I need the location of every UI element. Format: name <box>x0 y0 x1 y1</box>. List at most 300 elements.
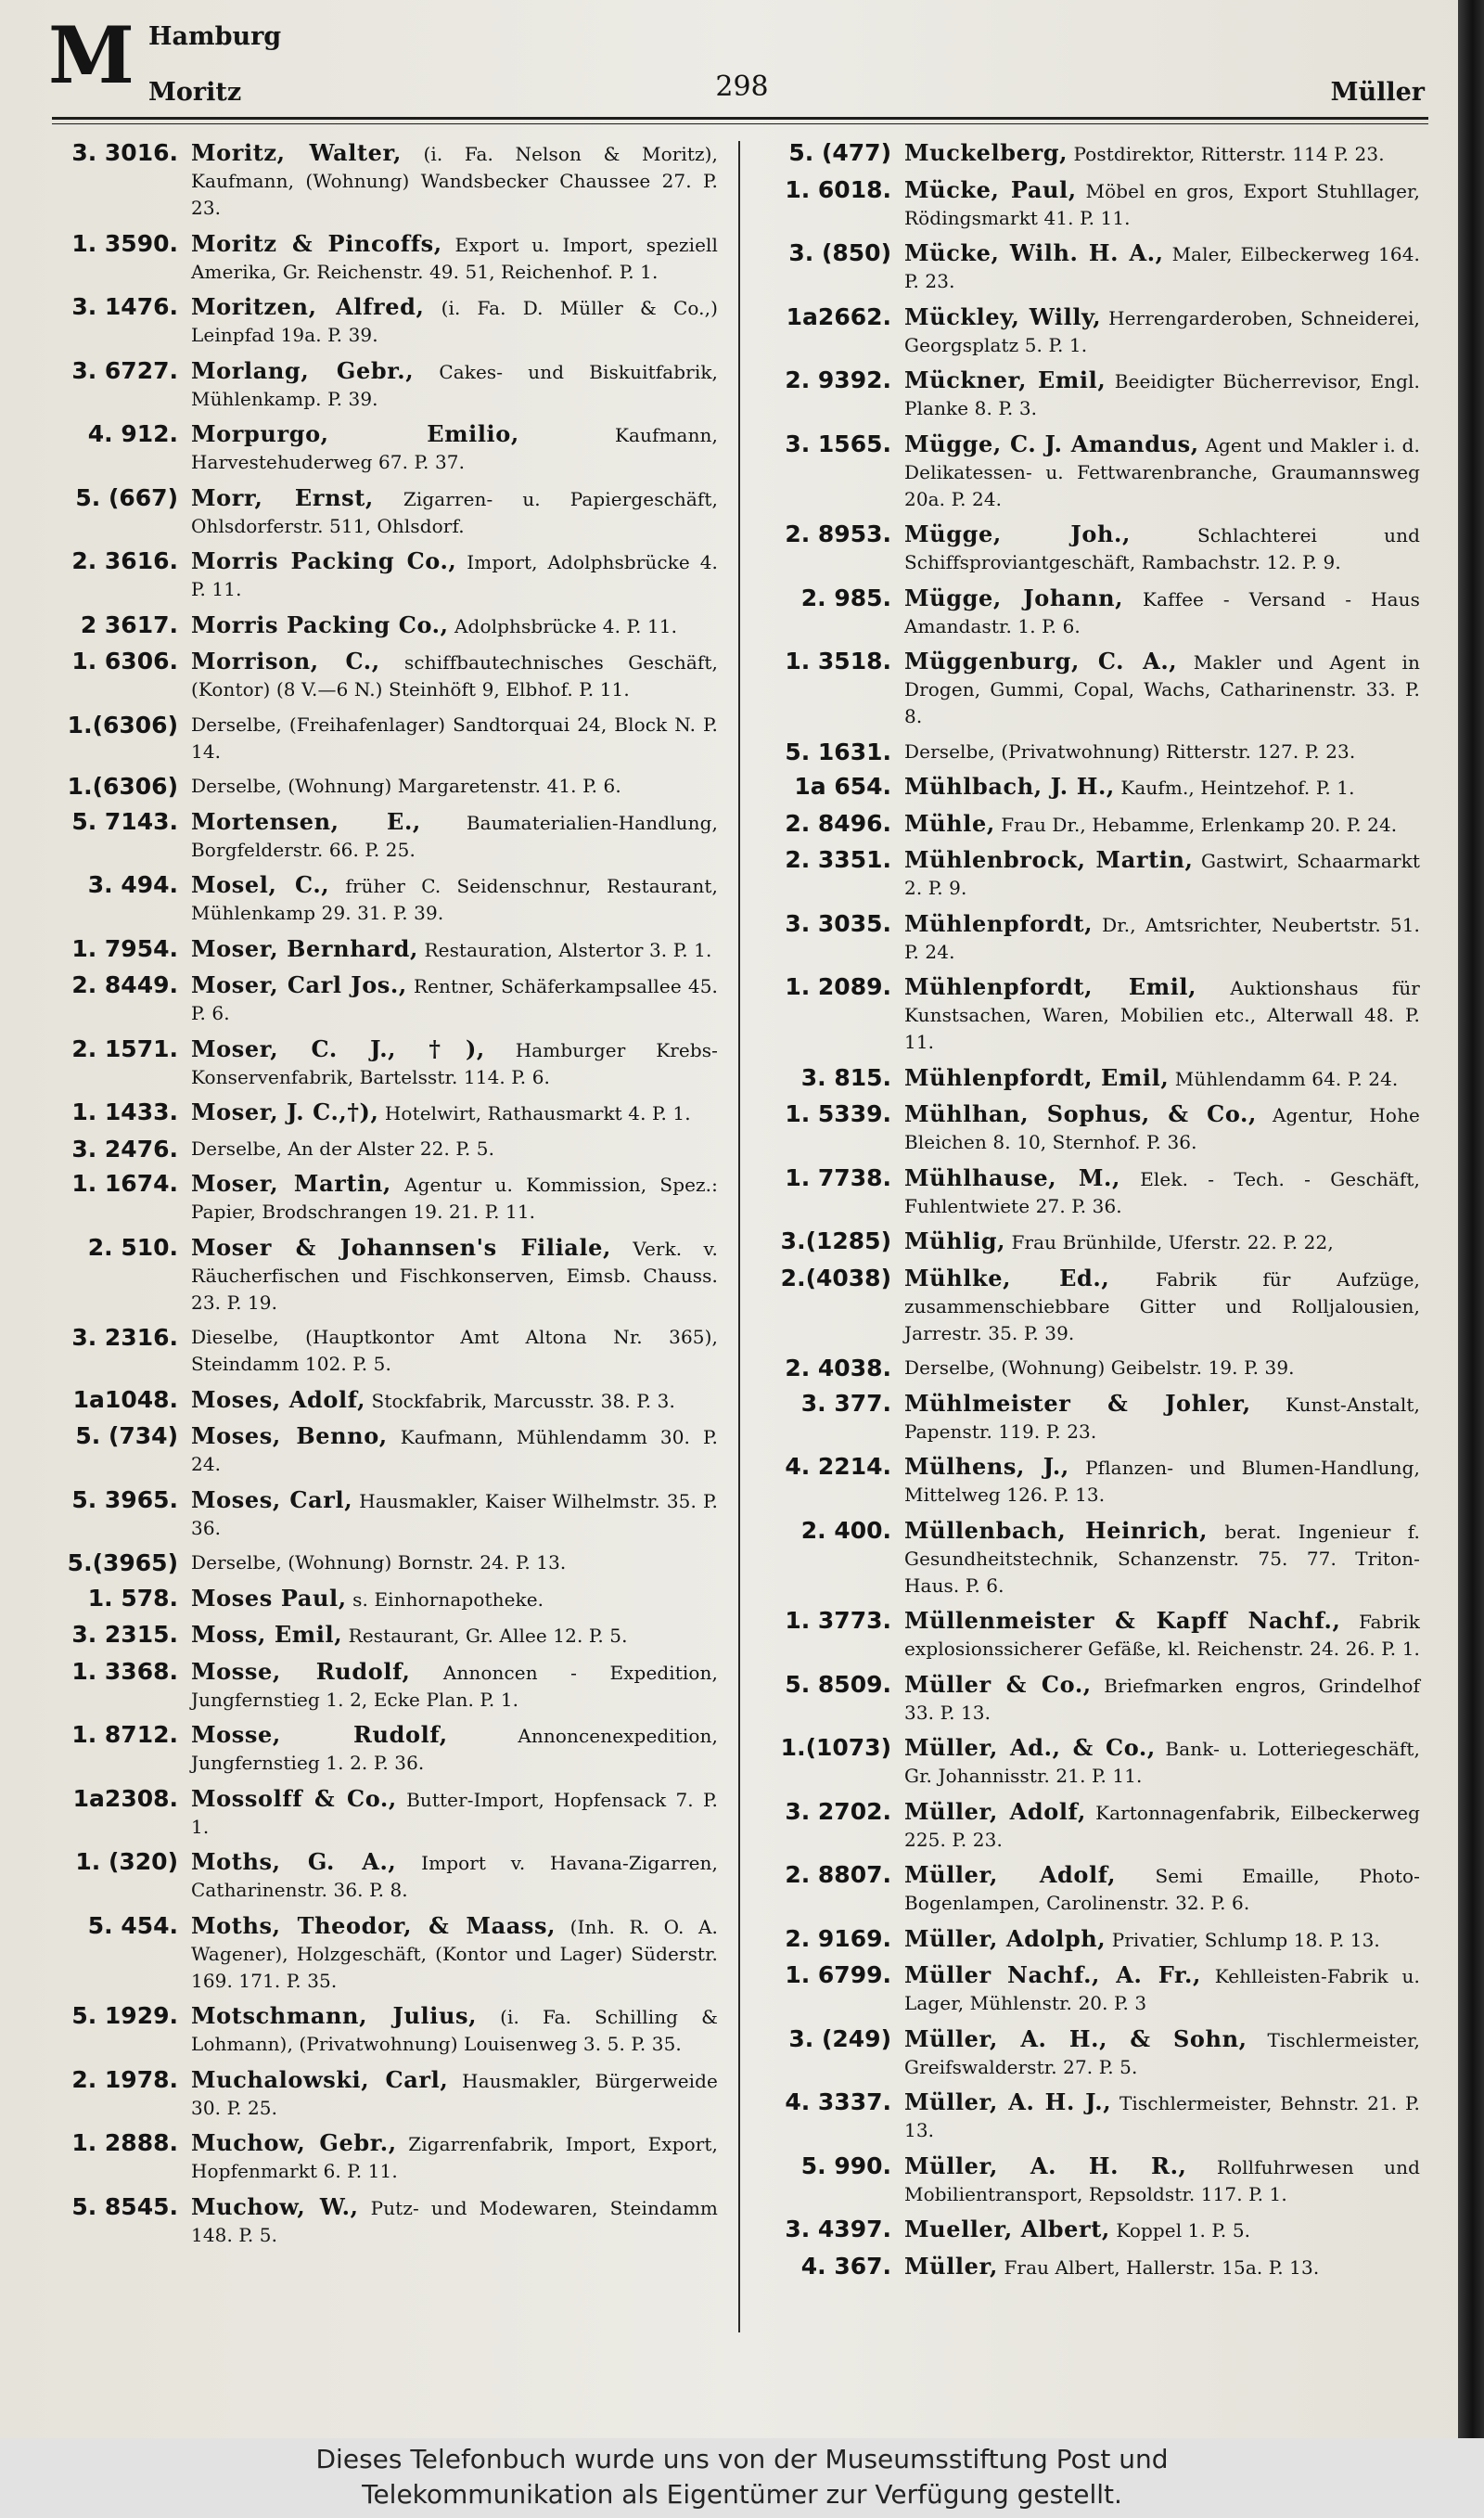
subscriber-name: Müggenburg, C. A., <box>904 648 1178 674</box>
footer-line-1: Dieses Telefonbuch wurde uns von der Museumsstiftung Post und <box>315 2444 1169 2474</box>
entry-text <box>191 935 718 964</box>
phone-number: 5. 3965. <box>71 1485 178 1513</box>
entry-text <box>191 773 718 800</box>
directory-entry <box>756 739 1424 765</box>
subscriber-details: Kehlleisten-Fabrik u. Lager, Mühlenstr. 20. P. 3 <box>904 1965 1420 2014</box>
subscriber-details: (Inh. R. O. A. Wagener), Holzgeschäft, (Kontor und Lager) Süderstr. 169. 171. P. 35. <box>191 1915 718 1992</box>
phone-number: 2. 400. <box>800 1516 891 1544</box>
subscriber-name: Muchow, W., <box>191 2192 359 2220</box>
directory-entry <box>50 1035 720 1091</box>
subscriber-name: Müller, Ad., & Co., <box>904 1734 1156 1761</box>
entry-text <box>904 1227 1420 1256</box>
entry-text <box>191 1549 718 1576</box>
entry-text <box>191 484 718 540</box>
page-number: 298 <box>715 71 769 103</box>
subscriber-details: (i. Fa. Schilling & Lohmann), (Privatwohnung) Louisenweg 3. 5. P. 35. <box>191 2006 719 2055</box>
directory-entry <box>756 1355 1424 1381</box>
directory-entry <box>50 1136 720 1163</box>
phone-number: 1. 578. <box>87 1584 178 1612</box>
entry-text <box>904 910 1420 966</box>
phone-number: 2. 8807. <box>785 1861 891 1888</box>
directory-entry <box>756 585 1424 640</box>
phone-number: 1. 6799. <box>785 1961 891 1988</box>
directory-entry <box>756 239 1424 295</box>
subscriber-details: Hausmakler, Bürgerweide 30. P. 25. <box>191 2069 718 2119</box>
directory-entry <box>756 810 1424 839</box>
subscriber-name: Mügge, Johann, <box>904 584 1124 611</box>
entry-text <box>904 973 1420 1056</box>
subscriber-name: Mühlhan, Sophus, & Co., <box>904 1100 1257 1127</box>
directory-entry <box>50 420 720 476</box>
directory-entry <box>50 1848 720 1904</box>
subscriber-details: Tischlermeister, Behnstr. 21. P. 13. <box>904 2092 1420 2141</box>
phone-number: 2.(4038) <box>780 1264 891 1291</box>
subscriber-details: Kunst-Anstalt, Papenstr. 119. P. 23. <box>904 1393 1420 1443</box>
phone-number: 1. 1433. <box>71 1098 178 1125</box>
subscriber-name: Morpurgo, Emilio, <box>191 420 519 447</box>
subscriber-details: Frau Brünhilde, Uferstr. 22. P. 22, <box>1011 1231 1334 1253</box>
entry-text <box>191 871 718 927</box>
subscriber-name: Morlang, Gebr., <box>191 356 415 384</box>
directory-entry <box>50 871 720 927</box>
entry-text <box>191 808 718 864</box>
subscriber-name: Mühlmeister & Johler, <box>904 1389 1251 1417</box>
directory-entry <box>50 293 720 349</box>
subscriber-name: Mühlbach, J. H., <box>904 773 1115 800</box>
last-entry-guide-word: Müller <box>1330 78 1425 107</box>
subscriber-details: Derselbe, (Freihafenlager) Sandtorquai 24, Block N. P. 14. <box>191 713 718 763</box>
phone-number: 1. 6306. <box>71 648 178 674</box>
subscriber-name: Mosel, C., <box>191 871 330 898</box>
directory-entry <box>756 520 1424 576</box>
phone-number: 3. 3035. <box>785 909 891 937</box>
directory-entry <box>756 1064 1424 1093</box>
entry-text <box>191 712 718 765</box>
subscriber-details: Frau Dr., Hebamme, Erlenkamp 20. P. 24. <box>1001 813 1398 836</box>
directory-entry <box>756 366 1424 422</box>
directory-entry <box>50 808 720 864</box>
subscriber-name: Moses Paul, <box>191 1584 347 1612</box>
subscriber-name: Mügge, C. J. Amandus, <box>904 430 1199 457</box>
right-column <box>756 139 1424 2289</box>
subscriber-details: Fabrik explosionssicherer Gefäße, kl. Reichenstr. 24. 26. P. 1. <box>904 1611 1420 1660</box>
directory-entry <box>50 547 720 603</box>
phone-number: 5. (734) <box>75 1422 178 1449</box>
subscriber-name: Morrison, C., <box>191 648 380 674</box>
phone-number: 3. 494. <box>87 871 178 898</box>
column-divider <box>738 141 740 2332</box>
phone-number: 2. 8449. <box>71 971 178 998</box>
phone-number: 5. 990. <box>800 2152 891 2179</box>
subscriber-details: Semi Emaille, Photo-Bogenlampen, Carolinenstr. 32. P. 6. <box>904 1865 1421 1914</box>
directory-entry <box>50 935 720 964</box>
subscriber-name: Moser, J. C.,†), <box>191 1098 379 1125</box>
entry-text <box>904 773 1420 802</box>
subscriber-name: Moser & Johannsen's Filiale, <box>191 1233 611 1261</box>
subscriber-details: Kaffee - Versand - Haus Amandastr. 1. P. 6. <box>904 587 1420 637</box>
directory-entry <box>756 846 1424 902</box>
subscriber-details: Kaufm., Heintzehof. P. 1. <box>1120 777 1355 799</box>
subscriber-details: Auktionshaus für Kunstsachen, Waren, Mobilien etc., Alterwall 48. P. 11. <box>904 977 1420 1053</box>
phone-number: 3. (850) <box>788 239 891 266</box>
entry-text <box>904 176 1420 232</box>
entry-text <box>904 739 1420 765</box>
entry-text <box>904 585 1420 640</box>
directory-entry <box>756 2152 1424 2208</box>
subscriber-name: Moritzen, Alfred, <box>191 293 425 320</box>
subscriber-name: Muckelberg, <box>904 139 1068 166</box>
subscriber-details: Import v. Havana-Zigarren, Catharinenstr. 36. P. 8. <box>191 1852 718 1901</box>
subscriber-details: Derselbe, An der Alster 22. P. 5. <box>191 1137 495 1160</box>
subscriber-details: Annoncen - Expedition, Jungfernstieg 1. 2, Ecke Plan. P. 1. <box>191 1661 718 1711</box>
phone-number: 5. 454. <box>87 1911 178 1939</box>
subscriber-details: Derselbe, (Wohnung) Bornstr. 24. P. 13. <box>191 1551 567 1574</box>
subscriber-name: Müllenmeister & Kapff Nachf., <box>904 1607 1341 1634</box>
subscriber-name: Morr, Ernst, <box>191 483 374 511</box>
header-rule <box>52 117 1428 120</box>
directory-entry <box>50 971 720 1027</box>
subscriber-name: Mülhens, J., <box>904 1453 1069 1480</box>
subscriber-details: Butter-Import, Hopfensack 7. P. 1. <box>191 1788 718 1838</box>
directory-entry <box>50 648 720 703</box>
subscriber-details: Tischlermeister, Greifswalderstr. 27. P. 5. <box>904 2028 1420 2078</box>
directory-entry <box>50 1785 720 1841</box>
phone-number: 2. 9392. <box>785 366 891 393</box>
phone-number: 2. 9169. <box>785 1924 891 1952</box>
phone-number: 1. 3590. <box>71 229 178 257</box>
subscriber-name: Morris Packing Co., <box>191 610 449 638</box>
subscriber-details: s. Einhornapotheke. <box>352 1587 544 1611</box>
directory-entry <box>756 1227 1424 1256</box>
entry-text <box>904 520 1420 576</box>
entry-text <box>191 1234 718 1317</box>
subscriber-details: Elek. - Tech. - Geschäft, Fuhlentwiete 27. P. 36. <box>904 1167 1420 1217</box>
phone-number: 1.(6306) <box>67 773 178 800</box>
phone-number: 1. (320) <box>75 1848 178 1875</box>
phone-number: 1. 2888. <box>71 2129 178 2156</box>
entry-text <box>904 303 1420 359</box>
subscriber-details: Restauration, Alstertor 3. P. 1. <box>424 938 712 961</box>
phone-number: 5. 1631. <box>785 738 891 765</box>
subscriber-name: Muchow, Gebr., <box>191 2129 397 2156</box>
entry-text <box>191 357 718 413</box>
section-letter: M <box>48 9 136 101</box>
phone-number: 3. (249) <box>788 2024 891 2052</box>
phone-number: 2. 985. <box>800 584 891 611</box>
subscriber-details: Agentur, Hohe Bleichen 8. 10, Sternhof. P. 36. <box>904 1104 1420 1153</box>
left-column <box>50 139 720 2256</box>
subscriber-name: Moser, C. J., †), <box>191 1034 485 1062</box>
entry-text <box>191 2002 718 2058</box>
subscriber-details: Rentner, Schäferkampsallee 45. P. 6. <box>191 975 718 1024</box>
subscriber-details: Kartonnagenfabrik, Eilbeckerweg 225. P. 23. <box>904 1801 1420 1851</box>
entry-text <box>904 1064 1420 1093</box>
directory-entry <box>756 2216 1424 2244</box>
subscriber-details: Briefmarken engros, Grindelhof 33. P. 13. <box>904 1674 1420 1724</box>
subscriber-details: Beeidigter Bücherrevisor, Engl. Planke 8. P. 3. <box>904 370 1420 419</box>
subscriber-details: Hotelwirt, Rathausmarkt 4. P. 1. <box>384 1102 691 1124</box>
entry-text <box>191 293 718 349</box>
subscriber-name: Moritz & Pincoffs, <box>191 229 442 257</box>
subscriber-name: Müller, <box>904 2252 998 2280</box>
phone-number: 5. 8545. <box>71 2192 178 2220</box>
phone-number: 4. 3337. <box>785 2088 891 2115</box>
directory-entry <box>756 1925 1424 1954</box>
subscriber-name: Morris Packing Co., <box>191 547 457 574</box>
entry-text <box>191 2193 718 2249</box>
entry-text <box>191 139 718 222</box>
entry-text <box>191 1386 718 1415</box>
entry-text <box>904 2025 1420 2081</box>
entry-text <box>904 1671 1420 1727</box>
entry-text <box>191 971 718 1027</box>
phone-number: 3. 815. <box>800 1063 891 1091</box>
entry-text <box>191 1721 718 1777</box>
subscriber-details: Derselbe, (Privatwohnung) Ritterstr. 127. P. 23. <box>904 739 1356 763</box>
directory-entry <box>756 1164 1424 1220</box>
directory-entry <box>50 1912 720 1995</box>
directory-entry <box>50 712 720 765</box>
entry-text <box>191 1170 718 1226</box>
entry-text <box>904 1164 1420 1220</box>
entry-text <box>904 1100 1420 1156</box>
subscriber-details: Rollfuhrwesen und Mobilientransport, Repsoldstr. 117. P. 1. <box>904 2155 1420 2205</box>
phone-number: 2. 510. <box>87 1233 178 1261</box>
subscriber-details: Derselbe, (Wohnung) Geibelstr. 19. P. 39. <box>904 1356 1295 1379</box>
phone-number: 2. 3616. <box>71 547 178 574</box>
directory-entry <box>756 973 1424 1056</box>
directory-entry <box>756 1265 1424 1347</box>
directory-entry <box>50 1621 720 1650</box>
phone-number: 1.(6306) <box>67 711 178 739</box>
subscriber-details: Gastwirt, Schaarmarkt 2. P. 9. <box>904 850 1420 899</box>
phone-number: 5. 7143. <box>71 807 178 835</box>
footer-notice <box>0 2438 1484 2518</box>
subscriber-name: Mücke, Paul, <box>904 175 1077 203</box>
directory-entry <box>756 303 1424 359</box>
phone-number: 1. 7738. <box>785 1163 891 1191</box>
directory-entry <box>50 2066 720 2122</box>
entry-text <box>191 1785 718 1841</box>
phone-number: 1.(1073) <box>780 1734 891 1761</box>
subscriber-name: Mueller, Albert, <box>904 2216 1110 2242</box>
directory-entry <box>50 230 720 286</box>
phone-number: 5. (477) <box>788 139 891 166</box>
subscriber-name: Müller, A. H. R., <box>904 2152 1187 2179</box>
subscriber-details: Stockfabrik, Marcusstr. 38. P. 3. <box>371 1389 675 1412</box>
entry-text <box>191 2066 718 2122</box>
subscriber-details: (i. Fa. D. Müller & Co.,) Leinpfad 19a. P. 39. <box>191 297 718 346</box>
subscriber-name: Mortensen, E., <box>191 807 421 835</box>
subscriber-details: schiffbautechnisches Geschäft, (Kontor) (8 V.—6 N.) Steinhöft 9, Elbhof. P. 11. <box>191 651 718 700</box>
phone-number: 5.(3965) <box>67 1549 178 1576</box>
phone-number: 1. 8712. <box>71 1721 178 1748</box>
subscriber-details: Frau Albert, Hallerstr. 15a. P. 13. <box>1004 2255 1320 2279</box>
subscriber-details: Verk. v. Räucherfischen und Fischkonserven, Eimsb. Chauss. 23. P. 19. <box>191 1237 718 1314</box>
subscriber-name: Mosse, Rudolf, <box>191 1721 448 1748</box>
subscriber-name: Moses, Benno, <box>191 1422 388 1449</box>
entry-text <box>191 547 718 603</box>
subscriber-name: Müller, Adolf, <box>904 1797 1086 1825</box>
subscriber-details: Hamburger Krebs-Konservenfabrik, Bartelsstr. 114. P. 6. <box>191 1038 718 1088</box>
subscriber-details: Dr., Amtsrichter, Neubertstr. 51. P. 24. <box>904 913 1420 963</box>
subscriber-name: Moser, Bernhard, <box>191 934 418 962</box>
entry-text <box>191 1098 718 1127</box>
phone-number: 1. 6018. <box>785 175 891 203</box>
phone-number: 5. 8509. <box>785 1670 891 1698</box>
entry-text <box>191 2129 718 2185</box>
entry-text <box>191 420 718 476</box>
phone-number: 2. 3351. <box>785 846 891 873</box>
directory-entry <box>756 2088 1424 2144</box>
subscriber-name: Moses, Carl, <box>191 1485 353 1513</box>
subscriber-details: Agent und Makler i. d. Delikatessen- u. Fettwarenbranche, Graumannsweg 20a. P. 24. <box>904 433 1420 510</box>
entry-text <box>191 1848 718 1904</box>
subscriber-details: (i. Fa. Nelson & Moritz), Kaufmann, (Wohnung) Wandsbecker Chaussee 27. P. 23. <box>191 143 719 219</box>
phone-number: 1. 2089. <box>785 973 891 1000</box>
directory-entry <box>756 1671 1424 1727</box>
entry-text <box>904 239 1420 295</box>
subscriber-details: Zigarrenfabrik, Import, Export, Hopfenmarkt 6. P. 11. <box>191 2133 718 2182</box>
subscriber-name: Moses, Adolf, <box>191 1385 366 1413</box>
entry-text <box>904 2088 1420 2144</box>
subscriber-name: Mühlenbrock, Martin, <box>904 846 1194 873</box>
phone-number: 3.(1285) <box>780 1227 891 1254</box>
phone-number: 2. 4038. <box>785 1355 891 1381</box>
subscriber-details: Annoncenexpedition, Jungfernstieg 1. 2. P. 36. <box>191 1725 718 1774</box>
entry-text <box>904 1453 1420 1509</box>
first-entry-guide-word: Moritz <box>148 78 242 107</box>
directory-entry <box>50 1721 720 1777</box>
directory-entry <box>756 139 1424 168</box>
subscriber-name: Müller, Adolph, <box>904 1924 1107 1952</box>
subscriber-details: Makler und Agent in Drogen, Gummi, Copal, Wachs, Catharinenstr. 33. P. 8. <box>904 651 1420 727</box>
subscriber-details: Maler, Eilbeckerweg 164. P. 23. <box>904 243 1420 292</box>
subscriber-name: Mossolff & Co., <box>191 1784 397 1812</box>
phone-number: 2. 1978. <box>71 2065 178 2093</box>
subscriber-details: Putz- und Modewaren, Steindamm 148. P. 5. <box>191 2196 718 2246</box>
directory-entry <box>756 2025 1424 2081</box>
phone-number: 2. 8496. <box>785 809 891 837</box>
directory-entry <box>50 1098 720 1127</box>
entry-text <box>904 2253 1420 2281</box>
phone-number: 1. 5339. <box>785 1100 891 1127</box>
entry-text <box>904 846 1420 902</box>
subscriber-name: Mühle, <box>904 809 995 837</box>
entry-text <box>191 1621 718 1650</box>
subscriber-details: Hausmakler, Kaiser Wilhelmstr. 35. P. 36. <box>191 1489 718 1539</box>
directory-entry <box>50 1486 720 1542</box>
entry-text <box>191 1486 718 1542</box>
phone-number: 1. 3518. <box>785 648 891 674</box>
directory-entry <box>50 1658 720 1714</box>
entry-text <box>904 1265 1420 1347</box>
subscriber-details: Import, Adolphsbrücke 4. P. 11. <box>191 551 718 600</box>
directory-entry <box>756 430 1424 513</box>
directory-entry <box>756 1390 1424 1445</box>
directory-entry <box>50 1386 720 1415</box>
subscriber-name: Mückner, Emil, <box>904 366 1107 393</box>
subscriber-name: Müller, A. H. J., <box>904 2088 1112 2115</box>
subscriber-name: Muchalowski, Carl, <box>191 2065 449 2093</box>
entry-text <box>904 430 1420 513</box>
subscriber-details: Cakes- und Biskuitfabrik, Mühlenkamp. P. 39. <box>191 360 718 410</box>
subscriber-details: Koppel 1. P. 5. <box>1116 2219 1251 2242</box>
directory-entry <box>756 1734 1424 1790</box>
subscriber-name: Müllenbach, Heinrich, <box>904 1516 1209 1544</box>
subscriber-name: Motschmann, Julius, <box>191 2002 478 2029</box>
directory-entry <box>756 1453 1424 1509</box>
phone-number: 3. 3016. <box>71 139 178 166</box>
subscriber-details: Mühlendamm 64. P. 24. <box>1174 1067 1399 1090</box>
directory-entry <box>50 357 720 413</box>
phone-number: 4. 2214. <box>785 1453 891 1480</box>
subscriber-details: Baumaterialien-Handlung, Borgfelderstr. 66. P. 25. <box>191 811 718 861</box>
directory-entry <box>756 1861 1424 1917</box>
directory-entry <box>756 773 1424 802</box>
subscriber-details: Postdirektor, Ritterstr. 114 P. 23. <box>1073 143 1385 165</box>
entry-text <box>904 1607 1420 1663</box>
subscriber-name: Moser, Martin, <box>191 1170 391 1197</box>
directory-entry <box>756 648 1424 730</box>
phone-number: 4. 367. <box>800 2252 891 2280</box>
subscriber-name: Mosse, Rudolf, <box>191 1657 411 1685</box>
entry-text <box>904 1355 1420 1381</box>
phone-number: 1. 3773. <box>785 1607 891 1634</box>
subscriber-name: Müller, Adolf, <box>904 1861 1117 1888</box>
subscriber-name: Moths, G. A., <box>191 1848 397 1875</box>
entry-text <box>904 1925 1420 1954</box>
phone-number: 3. 377. <box>800 1389 891 1417</box>
phone-number: 3. 4397. <box>785 2216 891 2242</box>
entry-text <box>191 1136 718 1163</box>
subscriber-name: Mühlenpfordt, Emil, <box>904 973 1197 1000</box>
phone-number: 1a 654. <box>794 773 891 800</box>
directory-entry <box>756 1517 1424 1599</box>
subscriber-details: Schlachterei und Schiffsproviantgeschäft, Rambachstr. 12. P. 9. <box>904 524 1420 573</box>
subscriber-details: berat. Ingenieur f. Gesundheitstechnik, Schanzenstr. 75. 77. Triton-Haus. P. 6. <box>904 1520 1420 1597</box>
entry-text <box>904 366 1420 422</box>
subscriber-name: Mühlenpfordt, Emil, <box>904 1063 1170 1091</box>
subscriber-name: Müller Nachf., A. Fr., <box>904 1961 1201 1988</box>
subscriber-details: Dieselbe, (Hauptkontor Amt Altona Nr. 365), Steindamm 102. P. 5. <box>191 1326 718 1375</box>
subscriber-details: Kaufmann, Mühlendamm 30. P. 24. <box>191 1426 718 1475</box>
phone-number: 3. 6727. <box>71 356 178 384</box>
directory-entry <box>50 139 720 222</box>
subscriber-details: früher C. Seidenschnur, Restaurant, Mühlenkamp 29. 31. P. 39. <box>191 875 719 924</box>
phone-number: 1. 1674. <box>71 1170 178 1197</box>
phone-number: 3. 1565. <box>785 430 891 457</box>
directory-entry <box>50 1549 720 1576</box>
entry-text <box>904 139 1420 168</box>
phone-number: 1. 3368. <box>71 1657 178 1685</box>
entry-text <box>904 810 1420 839</box>
entry-text <box>191 1035 718 1091</box>
city-heading: Hamburg <box>148 22 282 51</box>
subscriber-details: Adolphsbrücke 4. P. 11. <box>454 614 678 637</box>
subscriber-details: Pflanzen- und Blumen-Handlung, Mittelweg 126. P. 13. <box>904 1457 1420 1506</box>
directory-entry <box>50 1324 720 1378</box>
subscriber-name: Mühlig, <box>904 1227 1006 1254</box>
subscriber-name: Mühlhause, M., <box>904 1163 1120 1191</box>
entry-text <box>191 648 718 703</box>
subscriber-details: Möbel en gros, Export Stuhllager, Rödingsmarkt 41. P. 11. <box>904 179 1420 229</box>
phone-number: 5. (667) <box>75 483 178 511</box>
subscriber-details: Kaufmann, Harvestehuderweg 67. P. 37. <box>191 424 718 473</box>
subscriber-name: Mückley, Willy, <box>904 302 1102 330</box>
phone-number: 3. 1476. <box>71 293 178 320</box>
entry-text <box>191 1658 718 1714</box>
